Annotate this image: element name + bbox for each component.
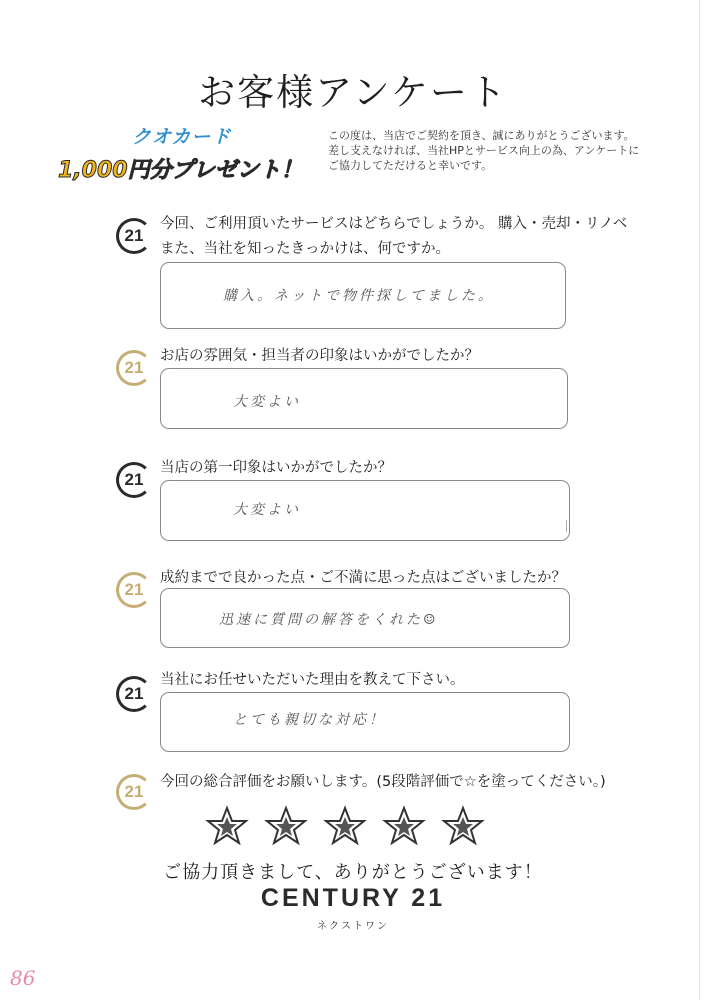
century21-logo-icon: 21 <box>116 218 152 254</box>
answer-4-handwriting: 迅速に質問の解答をくれた☺ <box>219 612 439 628</box>
intro-line: この度は、当店でご契約を頂き、誠にありがとうございます。 <box>328 129 635 142</box>
answer-4-box[interactable] <box>160 588 570 648</box>
page-number: 86 <box>10 966 36 990</box>
rating-star-5[interactable] <box>441 805 485 845</box>
rating-star-3[interactable] <box>323 805 367 845</box>
intro-line: 差し支えなければ、当社HPとサービス向上の為、アンケートに <box>328 144 640 157</box>
brand-subtitle: ネクストワン <box>317 921 389 932</box>
page-title: お客様アンケート <box>198 71 508 114</box>
century21-logo-icon: 21 <box>116 774 152 810</box>
answer-3-box[interactable] <box>160 480 570 541</box>
intro-line: ご協力してただけると幸いです。 <box>328 159 493 172</box>
rating-star-2[interactable] <box>264 805 308 845</box>
question-3-text: 当店の第一印象はいかがでしたか？ <box>160 460 392 476</box>
answer-3-handwriting: 大変よい <box>233 502 301 518</box>
answer-1-box[interactable] <box>160 262 566 329</box>
promo-quo-card: クオカード <box>132 126 232 148</box>
question-5-text: 当社にお任せいただいた理由を教えて下さい。 <box>160 672 465 688</box>
promo-present: 1,000円分プレゼント！ <box>58 158 303 183</box>
rating-stars <box>205 805 485 845</box>
century21-logo-icon: 21 <box>116 462 152 498</box>
answer-5-handwriting: とても親切な対応！ <box>233 712 386 728</box>
rating-star-1[interactable] <box>205 805 249 845</box>
century21-logo-icon: 21 <box>116 676 152 712</box>
answer-2-box[interactable] <box>160 368 568 429</box>
answer-5-box[interactable] <box>160 692 570 752</box>
page-edge <box>699 0 700 1000</box>
question-1-text: 今回、ご利用頂いたサービスはどちらでしょうか。 購入・売却・リノベ <box>160 216 628 232</box>
intro-text <box>328 128 658 173</box>
answer-1-handwriting: 購入。ネットで物件探してました。 <box>223 288 495 304</box>
question-6-text: 今回の総合評価をお願いします。(5段階評価で☆を塗ってください。) <box>160 774 606 790</box>
century21-logo-icon: 21 <box>116 350 152 386</box>
question-1-text-2: また、当社を知ったきっかけは、何ですか。 <box>160 241 450 257</box>
stray-mark <box>566 520 567 532</box>
question-4-text: 成約までで良かった点・ご不満に思った点はございましたか？ <box>160 570 566 586</box>
question-2-text: お店の雰囲気・担当者の印象はいかがでしたか？ <box>160 348 479 364</box>
brand-logo-text: CENTURY 21 <box>260 884 446 912</box>
rating-star-4[interactable] <box>382 805 426 845</box>
century21-logo-icon: 21 <box>116 572 152 608</box>
thanks-message: ご協力頂きまして、ありがとうございます！ <box>163 862 543 883</box>
answer-2-handwriting: 大変よい <box>233 394 301 410</box>
